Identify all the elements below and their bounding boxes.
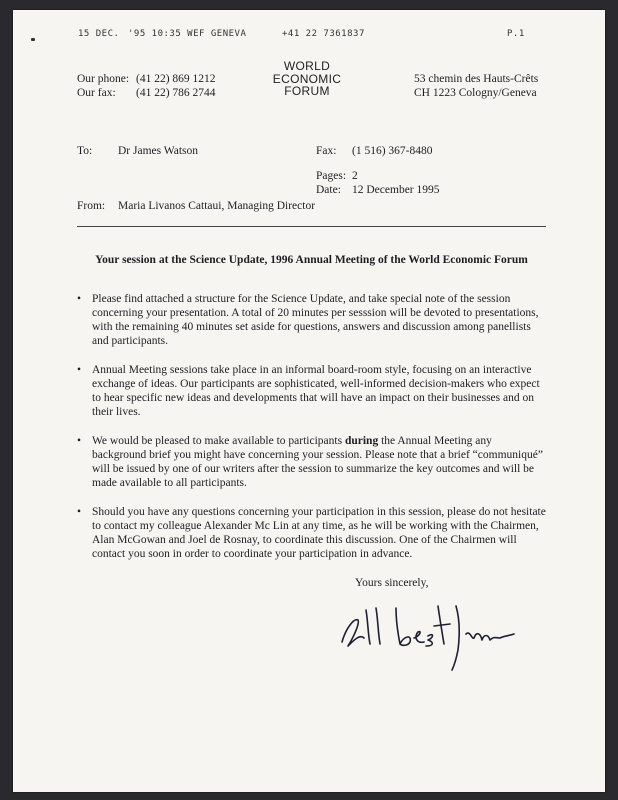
bullet-icon: • <box>77 364 82 376</box>
to-label: To: <box>77 145 93 157</box>
bullet-text-before: We would be pleased to make available to participants <box>92 435 345 447</box>
bullet-text: Please find attached a structure for the Science Update, and take special note of the session concerning your presentation. A total of 20 minutes per sesssion will be devoted to presentations, with the remaining 40 minutes set aside for questions, answers and discussion among panellists and participants. <box>92 293 539 347</box>
punch-mark <box>31 38 35 41</box>
pages-value: 2 <box>352 170 358 182</box>
bullet-item <box>77 434 549 490</box>
phone-value: (41 22) 869 1212 <box>136 73 216 85</box>
fax-header-date: 15 DEC. <box>78 29 120 39</box>
bullet-icon: • <box>77 506 82 518</box>
logo-line-economic: ECONOMIC <box>272 71 342 86</box>
fax-label: Our fax: <box>77 87 116 99</box>
logo-line-world: WORLD <box>283 59 331 73</box>
logo-line-forum: FORUM <box>284 84 330 98</box>
bullet-text-after: the Annual Meeting any background brief you might have concerning your session. Please note that a brief “communiqué” will be issued by one of our writers after the session to summarize the key outcomes and will be made available to all participants. <box>92 435 543 489</box>
bullet-icon: • <box>77 435 82 447</box>
bullet-item <box>77 505 549 561</box>
subject-heading: Your session at the Science Update, 1996 Annual Meeting of the World Economic Forum <box>95 254 528 266</box>
body-bullet-list <box>77 292 549 576</box>
bullet-text: Annual Meeting sessions take place in an informal board-room style, focusing on an interactive exchange of ideas. Our participants are sophisticated, well-informed decision-makers who expect to hear specific new ideas and developments that will have an impact on their businesses and on their lives. <box>92 364 540 418</box>
address-line-2: CH 1223 Cologny/Geneva <box>414 87 537 99</box>
from-value: Maria Livanos Cattaui, Managing Director <box>118 200 316 212</box>
fax-header-page: P.1 <box>507 29 525 39</box>
bullet-item <box>77 363 549 419</box>
fax-value: (41 22) 786 2744 <box>136 87 216 99</box>
phone-label: Our phone: <box>77 73 130 85</box>
bullet-text: Should you have any questions concerning your participation in this session, please do not hesitate to contact my colleague Alexander Mc Lin at any time, as he will be working with the Chairmen, Alan McGowan and Joel de Rosnay, to coordinate this discussion. One of the Chairmen will contact you soon in order to coordinate your participation in advance. <box>92 506 546 560</box>
bullet-icon: • <box>77 293 82 305</box>
date-value: 12 December 1995 <box>352 184 440 196</box>
handwritten-signature <box>338 600 518 675</box>
recipient-fax-value: (1 516) 367-8480 <box>352 145 433 157</box>
wef-logo <box>262 60 352 98</box>
from-label: From: <box>77 200 106 212</box>
to-value: Dr James Watson <box>118 145 198 157</box>
recipient-fax-label: Fax: <box>316 145 337 157</box>
closing-salutation: Yours sincerely, <box>355 577 429 589</box>
pages-label: Pages: <box>316 170 347 182</box>
address-line-1: 53 chemin des Hauts-Crêts <box>414 73 539 85</box>
bullet-text-emphasis: during <box>344 435 379 447</box>
header-divider <box>77 226 546 227</box>
fax-header-time: '95 10:35 WEF GENEVA <box>128 29 247 39</box>
fax-header-number: +41 22 7361837 <box>282 29 365 39</box>
bullet-item <box>77 292 549 348</box>
date-label: Date: <box>316 184 341 196</box>
